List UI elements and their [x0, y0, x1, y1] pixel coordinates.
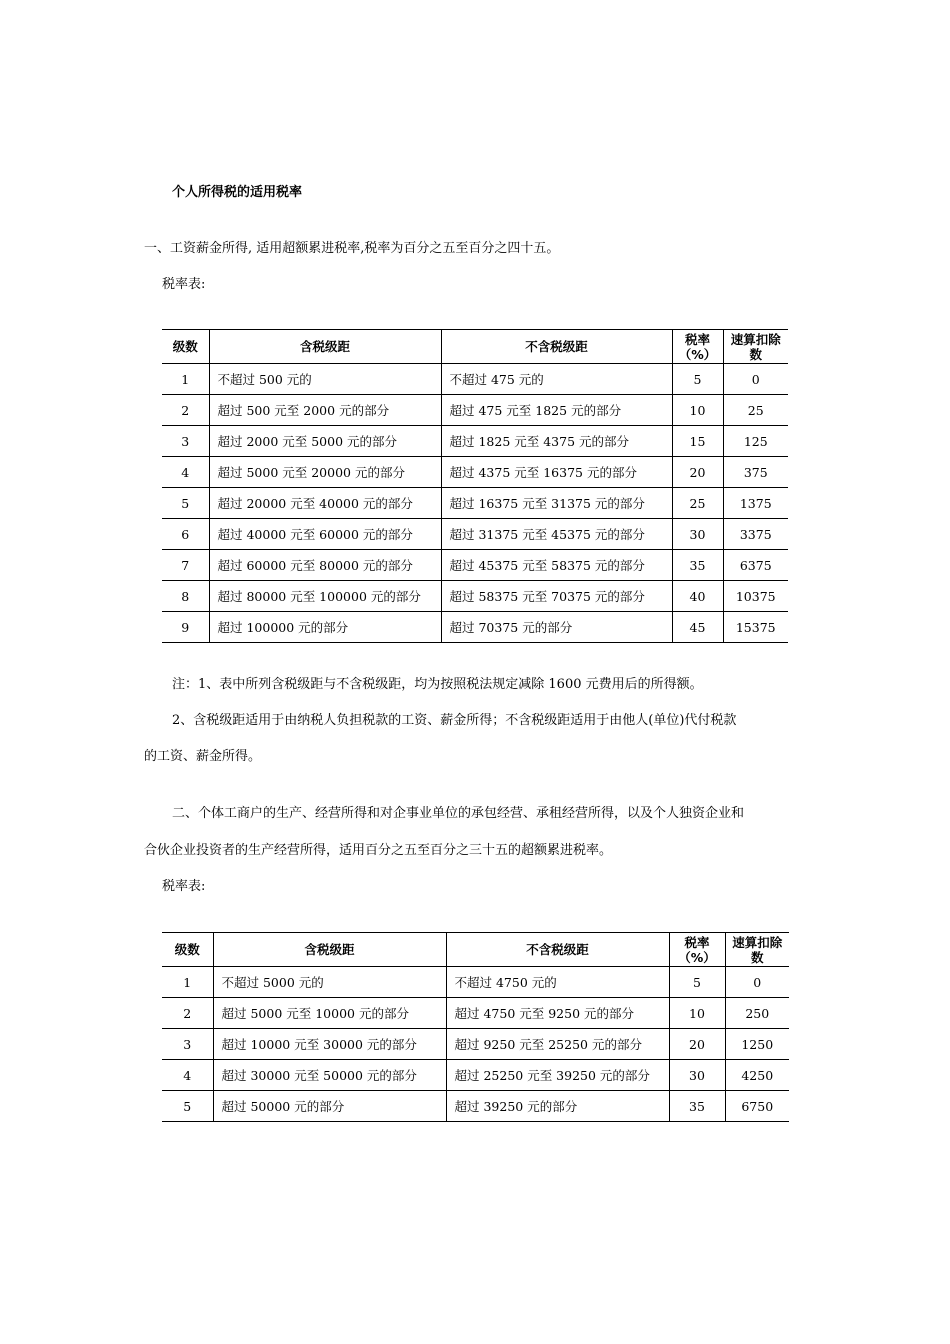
cell-taxable-range: 超过 20000 元至 40000 元的部分 [209, 488, 441, 519]
cell-level: 2 [162, 998, 213, 1029]
cell-quick-deduction: 1375 [723, 488, 788, 519]
cell-nontaxable-range: 超过 9250 元至 25250 元的部分 [446, 1029, 669, 1060]
cell-level: 4 [162, 1060, 213, 1091]
section1-table-label: 税率表: [162, 277, 206, 292]
table-header-row [162, 933, 789, 967]
cell-tax-rate: 25 [672, 488, 723, 519]
cell-quick-deduction: 0 [723, 364, 788, 395]
cell-taxable-range: 超过 100000 元的部分 [209, 612, 441, 643]
table-row [162, 395, 788, 426]
cell-taxable-range: 超过 500 元至 2000 元的部分 [209, 395, 441, 426]
cell-taxable-range: 超过 5000 元至 20000 元的部分 [209, 457, 441, 488]
cell-taxable-range: 超过 80000 元至 100000 元的部分 [209, 581, 441, 612]
cell-level: 6 [162, 519, 209, 550]
table-row [162, 581, 788, 612]
header-quick-deduction: 速算扣除数 [725, 933, 789, 967]
cell-quick-deduction: 6375 [723, 550, 788, 581]
tax-rate-table-1 [162, 329, 788, 643]
cell-level: 9 [162, 612, 209, 643]
header-quick-deduction: 速算扣除数 [723, 330, 788, 364]
cell-level: 3 [162, 1029, 213, 1060]
cell-tax-rate: 35 [672, 550, 723, 581]
cell-tax-rate: 20 [672, 457, 723, 488]
cell-level: 4 [162, 457, 209, 488]
cell-quick-deduction: 125 [723, 426, 788, 457]
table-row [162, 457, 788, 488]
cell-level: 8 [162, 581, 209, 612]
cell-taxable-range: 不超过 500 元的 [209, 364, 441, 395]
cell-taxable-range: 超过 30000 元至 50000 元的部分 [213, 1060, 446, 1091]
table-row [162, 550, 788, 581]
cell-level: 2 [162, 395, 209, 426]
table-row [162, 1091, 789, 1122]
cell-level: 1 [162, 364, 209, 395]
header-taxable-range: 含税级距 [209, 330, 441, 364]
cell-nontaxable-range: 不超过 4750 元的 [446, 967, 669, 998]
cell-nontaxable-range: 超过 45375 元至 58375 元的部分 [441, 550, 672, 581]
header-nontaxable-range: 不含税级距 [441, 330, 672, 364]
cell-nontaxable-range: 超过 475 元至 1825 元的部分 [441, 395, 672, 426]
cell-nontaxable-range: 不超过 475 元的 [441, 364, 672, 395]
cell-taxable-range: 不超过 5000 元的 [213, 967, 446, 998]
cell-nontaxable-range: 超过 4375 元至 16375 元的部分 [441, 457, 672, 488]
cell-quick-deduction: 1250 [725, 1029, 789, 1060]
section1-intro: 一、工资薪金所得, 适用超额累进税率,税率为百分之五至百分之四十五。 [144, 241, 560, 256]
cell-tax-rate: 45 [672, 612, 723, 643]
page-title: 个人所得税的适用税率 [172, 185, 303, 200]
header-tax-rate: 税率（%） [672, 330, 723, 364]
note-2-line-1: 2、含税级距适用于由纳税人负担税款的工资、薪金所得；不含税级距适用于由他人(单位)代付税款 [172, 713, 737, 728]
cell-taxable-range: 超过 50000 元的部分 [213, 1091, 446, 1122]
cell-quick-deduction: 25 [723, 395, 788, 426]
table-row [162, 488, 788, 519]
cell-tax-rate: 10 [669, 998, 725, 1029]
cell-level: 5 [162, 488, 209, 519]
section2-table-label: 税率表: [162, 879, 206, 894]
table-row [162, 364, 788, 395]
cell-nontaxable-range: 超过 4750 元至 9250 元的部分 [446, 998, 669, 1029]
cell-quick-deduction: 250 [725, 998, 789, 1029]
table-row [162, 967, 789, 998]
table-row [162, 1029, 789, 1060]
cell-tax-rate: 10 [672, 395, 723, 426]
tax-rate-table-2 [162, 932, 789, 1122]
header-nontaxable-range: 不含税级距 [446, 933, 669, 967]
cell-nontaxable-range: 超过 31375 元至 45375 元的部分 [441, 519, 672, 550]
cell-tax-rate: 5 [669, 967, 725, 998]
cell-nontaxable-range: 超过 70375 元的部分 [441, 612, 672, 643]
cell-quick-deduction: 10375 [723, 581, 788, 612]
cell-quick-deduction: 375 [723, 457, 788, 488]
cell-tax-rate: 5 [672, 364, 723, 395]
cell-nontaxable-range: 超过 25250 元至 39250 元的部分 [446, 1060, 669, 1091]
cell-quick-deduction: 6750 [725, 1091, 789, 1122]
cell-level: 5 [162, 1091, 213, 1122]
cell-nontaxable-range: 超过 39250 元的部分 [446, 1091, 669, 1122]
cell-tax-rate: 30 [669, 1060, 725, 1091]
table-row [162, 426, 788, 457]
cell-tax-rate: 40 [672, 581, 723, 612]
cell-tax-rate: 35 [669, 1091, 725, 1122]
note-2-line-2: 的工资、薪金所得。 [144, 749, 262, 764]
header-taxable-range: 含税级距 [213, 933, 446, 967]
cell-quick-deduction: 15375 [723, 612, 788, 643]
cell-nontaxable-range: 超过 58375 元至 70375 元的部分 [441, 581, 672, 612]
cell-taxable-range: 超过 5000 元至 10000 元的部分 [213, 998, 446, 1029]
table-row [162, 998, 789, 1029]
cell-taxable-range: 超过 2000 元至 5000 元的部分 [209, 426, 441, 457]
section2-intro-line-2: 合伙企业投资者的生产经营所得，适用百分之五至百分之三十五的超额累进税率。 [144, 843, 613, 858]
cell-quick-deduction: 4250 [725, 1060, 789, 1091]
cell-taxable-range: 超过 60000 元至 80000 元的部分 [209, 550, 441, 581]
cell-level: 1 [162, 967, 213, 998]
cell-taxable-range: 超过 40000 元至 60000 元的部分 [209, 519, 441, 550]
header-level: 级数 [162, 933, 213, 967]
cell-quick-deduction: 3375 [723, 519, 788, 550]
table-header-row [162, 330, 788, 364]
table-row [162, 612, 788, 643]
cell-nontaxable-range: 超过 1825 元至 4375 元的部分 [441, 426, 672, 457]
table-row [162, 519, 788, 550]
table-row [162, 1060, 789, 1091]
cell-quick-deduction: 0 [725, 967, 789, 998]
header-tax-rate: 税率（%） [669, 933, 725, 967]
section2-intro-line-1: 二、个体工商户的生产、经营所得和对企事业单位的承包经营、承租经营所得，以及个人独资企业和 [172, 806, 745, 821]
header-level: 级数 [162, 330, 209, 364]
note-1: 注：1、表中所列含税级距与不含税级距，均为按照税法规定减除 1600 元费用后的所得额。 [172, 677, 703, 692]
cell-tax-rate: 30 [672, 519, 723, 550]
cell-tax-rate: 15 [672, 426, 723, 457]
cell-nontaxable-range: 超过 16375 元至 31375 元的部分 [441, 488, 672, 519]
cell-level: 3 [162, 426, 209, 457]
cell-tax-rate: 20 [669, 1029, 725, 1060]
cell-level: 7 [162, 550, 209, 581]
cell-taxable-range: 超过 10000 元至 30000 元的部分 [213, 1029, 446, 1060]
